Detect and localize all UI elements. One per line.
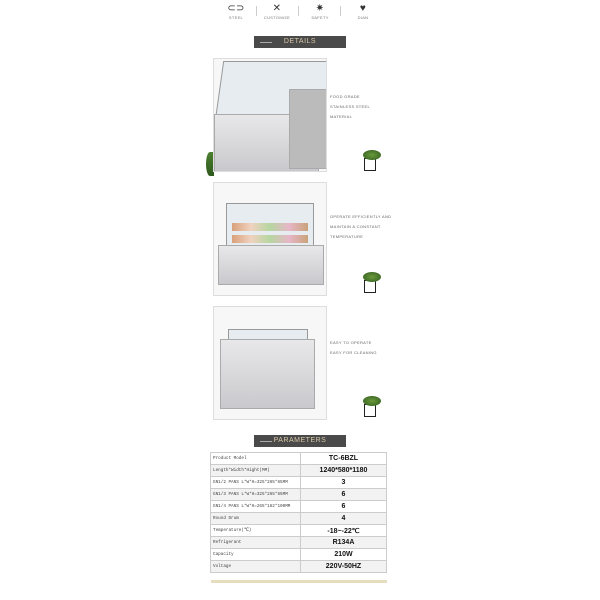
- footer-divider: [211, 580, 387, 583]
- param-value: 220V-50HZ: [301, 561, 387, 573]
- details-banner: DETAILS: [254, 36, 346, 48]
- product-photo-1: [213, 58, 327, 172]
- divider: [340, 6, 341, 16]
- param-label: Capacity: [211, 549, 301, 561]
- divider: [298, 6, 299, 16]
- feature-label: CUSTOMIZE: [263, 15, 291, 20]
- param-label: Refrigerant: [211, 537, 301, 549]
- plant-icon: [361, 396, 381, 418]
- parameters-table: [210, 452, 387, 573]
- param-value: 210W: [301, 549, 387, 561]
- detail-text-1: FOOD GRADE STAINLESS STEEL MATERIAL: [330, 94, 370, 119]
- table-row: [211, 549, 387, 561]
- product-photo-3: [213, 306, 327, 420]
- param-value: 1240*580*1180: [301, 465, 387, 477]
- parameters-banner: PARAMETERS: [254, 435, 346, 447]
- table-row: [211, 501, 387, 513]
- steel-icon: ⊂⊃: [227, 3, 245, 14]
- table-row: [211, 561, 387, 573]
- detail-text-3: EASY TO OPERATE EASY FOR CLEANING: [330, 340, 377, 355]
- feature-label: DIAN: [357, 15, 369, 20]
- param-label: Length*Width*Hight(MM): [211, 465, 301, 477]
- feature-steel: [216, 3, 256, 20]
- param-value: -18~-22℃: [301, 525, 387, 537]
- param-label: Voltage: [211, 561, 301, 573]
- table-row: [211, 489, 387, 501]
- param-label: Temperature(℃): [211, 525, 301, 537]
- table-row: [211, 477, 387, 489]
- table-row: [211, 453, 387, 465]
- param-value: TC-6BZL: [301, 453, 387, 465]
- param-label: Product Model: [211, 453, 301, 465]
- param-value: 6: [301, 489, 387, 501]
- feature-dian: [343, 3, 383, 20]
- detail-text-2: OPERATE EFFICIENTLY AND MAINTAIN A CONSTANT TEMPERATURE: [330, 214, 392, 239]
- product-photo-2: [213, 182, 327, 296]
- table-row: [211, 465, 387, 477]
- param-label: GN1/2 PANS L*W*H=325*265*65MM: [211, 477, 301, 489]
- param-value: 3: [301, 477, 387, 489]
- safety-icon: ✷: [315, 3, 325, 14]
- table-row: [211, 513, 387, 525]
- param-value: 4: [301, 513, 387, 525]
- param-value: R134A: [301, 537, 387, 549]
- feature-label: SAFETY: [311, 15, 329, 20]
- param-label: GN1/4 PANS L*W*H=265*162*100MM: [211, 501, 301, 513]
- feature-safety: [300, 3, 340, 20]
- table-row: [211, 525, 387, 537]
- table-row: [211, 537, 387, 549]
- param-label: GN1/3 PANS L*W*H=325*265*65MM: [211, 489, 301, 501]
- shield-icon: ♥: [359, 3, 367, 14]
- customize-icon: ✕: [272, 3, 282, 14]
- param-label: Round Drum: [211, 513, 301, 525]
- plant-icon: [361, 272, 381, 294]
- feature-customize: [257, 3, 297, 20]
- feature-label: STEEL: [228, 15, 244, 20]
- param-value: 6: [301, 501, 387, 513]
- plant-icon: [361, 150, 381, 172]
